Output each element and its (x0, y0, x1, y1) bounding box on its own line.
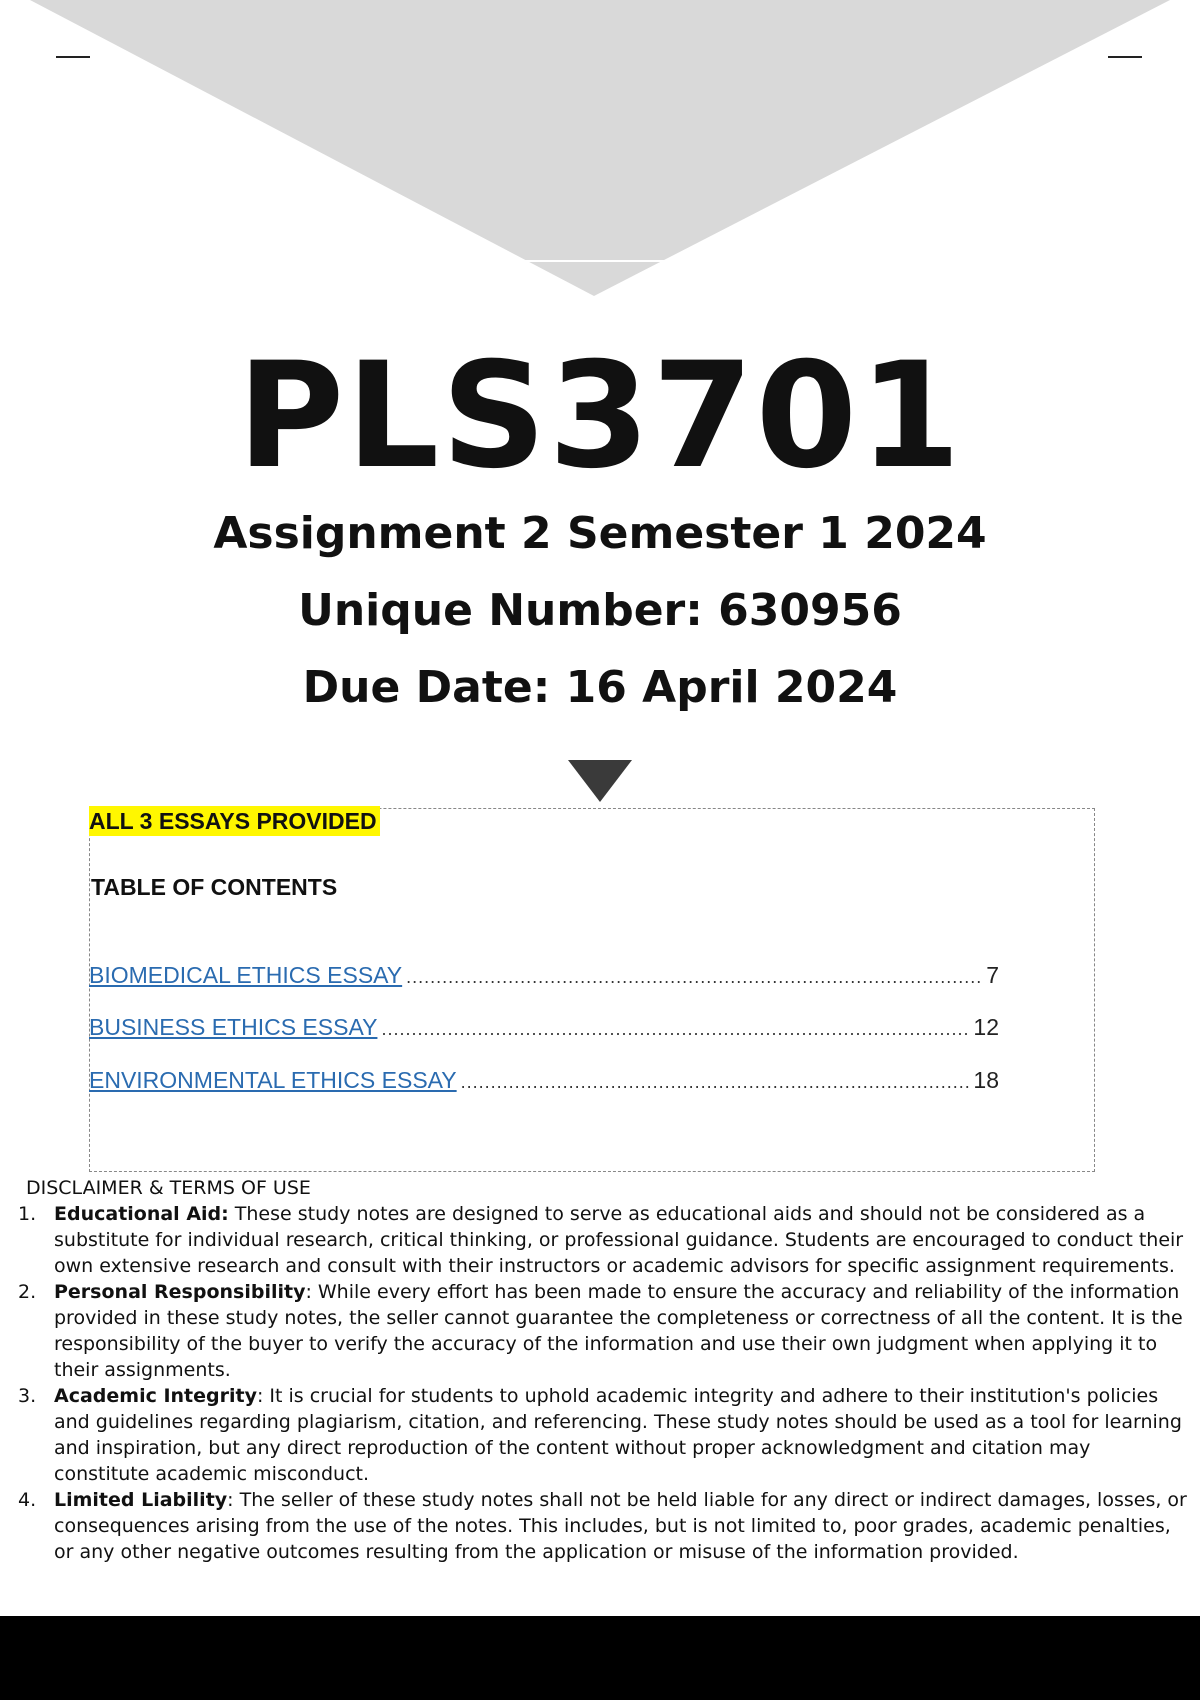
item-number: 1. (18, 1203, 37, 1225)
toc-entry (89, 960, 999, 992)
item-term: Educational Aid: (54, 1203, 229, 1225)
toc-leader-dots (406, 962, 982, 992)
item-text: These study notes are designed to serve as educational aids and should not be considered as a substitute for individual research, critical thinking, or professional guidance. Students are encouraged to conduct their own extensive research and consult with their instructors or academic advisors for specific assignment requirements. (54, 1203, 1184, 1277)
item-text: : It is crucial for students to uphold academic integrity and adhere to their institution's policies and guidelines regarding plagiarism, citation, and referencing. These study notes should be used as a tool for learning and inspiration, but any direct reproduction of the content without proper acknowledgment and citation may constitute academic misconduct. (54, 1385, 1182, 1485)
disclaimer-list (14, 1201, 1190, 1565)
disclaimer-item (14, 1487, 1190, 1565)
toc-link-biomedical[interactable]: BIOMEDICAL ETHICS ESSAY (89, 962, 403, 988)
corner-rule-right (1108, 56, 1142, 58)
item-number: 2. (18, 1281, 37, 1303)
item-term: Personal Responsibility (54, 1281, 306, 1303)
page-title: PLS3701 (237, 331, 963, 501)
disclaimer-heading: DISCLAIMER & TERMS OF USE (26, 1177, 311, 1199)
item-text: : While every effort has been made to ensure the accuracy and reliability of the information provided in these study notes, the seller cannot guarantee the completeness or correctness of all the content. It is the responsibility of the buyer to verify the accuracy of the information and use their own judgment when applying it to their assignments. (54, 1281, 1183, 1381)
item-text: : The seller of these study notes shall not be held liable for any direct or indirect damages, losses, or consequences arising from the use of the notes. This includes, but is not limited to, poor grades, academic penalties, or any other negative outcomes resulting from the application or misuse of the information provided. (54, 1489, 1187, 1563)
disclaimer-item (14, 1383, 1190, 1487)
toc-page-number: 12 (973, 1014, 999, 1040)
toc-link-business[interactable]: BUSINESS ETHICS ESSAY (89, 1014, 378, 1040)
toc-page-number: 18 (973, 1067, 999, 1093)
toc-heading: TABLE OF CONTENTS (91, 874, 338, 900)
toc-leader-dots (461, 1067, 970, 1097)
disclaimer-item (14, 1201, 1190, 1279)
unique-number: Unique Number: 630956 (298, 585, 902, 636)
assignment-subtitle: Assignment 2 Semester 1 2024 (213, 508, 987, 559)
down-triangle-icon (568, 760, 632, 804)
footer-bar (0, 1616, 1200, 1700)
disclaimer-item (14, 1279, 1190, 1383)
item-term: Limited Liability (54, 1489, 228, 1511)
item-number: 3. (18, 1385, 37, 1407)
toc-leader-dots (381, 1014, 969, 1044)
item-number: 4. (18, 1489, 37, 1511)
highlight-note: ALL 3 ESSAYS PROVIDED (89, 806, 380, 836)
toc-entry (89, 1065, 999, 1097)
toc-page-number: 7 (986, 962, 999, 988)
chevron-banner-shape (0, 0, 1200, 300)
toc-link-environmental[interactable]: ENVIRONMENTAL ETHICS ESSAY (89, 1067, 457, 1093)
due-date: Due Date: 16 April 2024 (302, 662, 898, 713)
toc-entry (89, 1012, 999, 1044)
corner-rule-left (56, 56, 90, 58)
item-term: Academic Integrity (54, 1385, 257, 1407)
